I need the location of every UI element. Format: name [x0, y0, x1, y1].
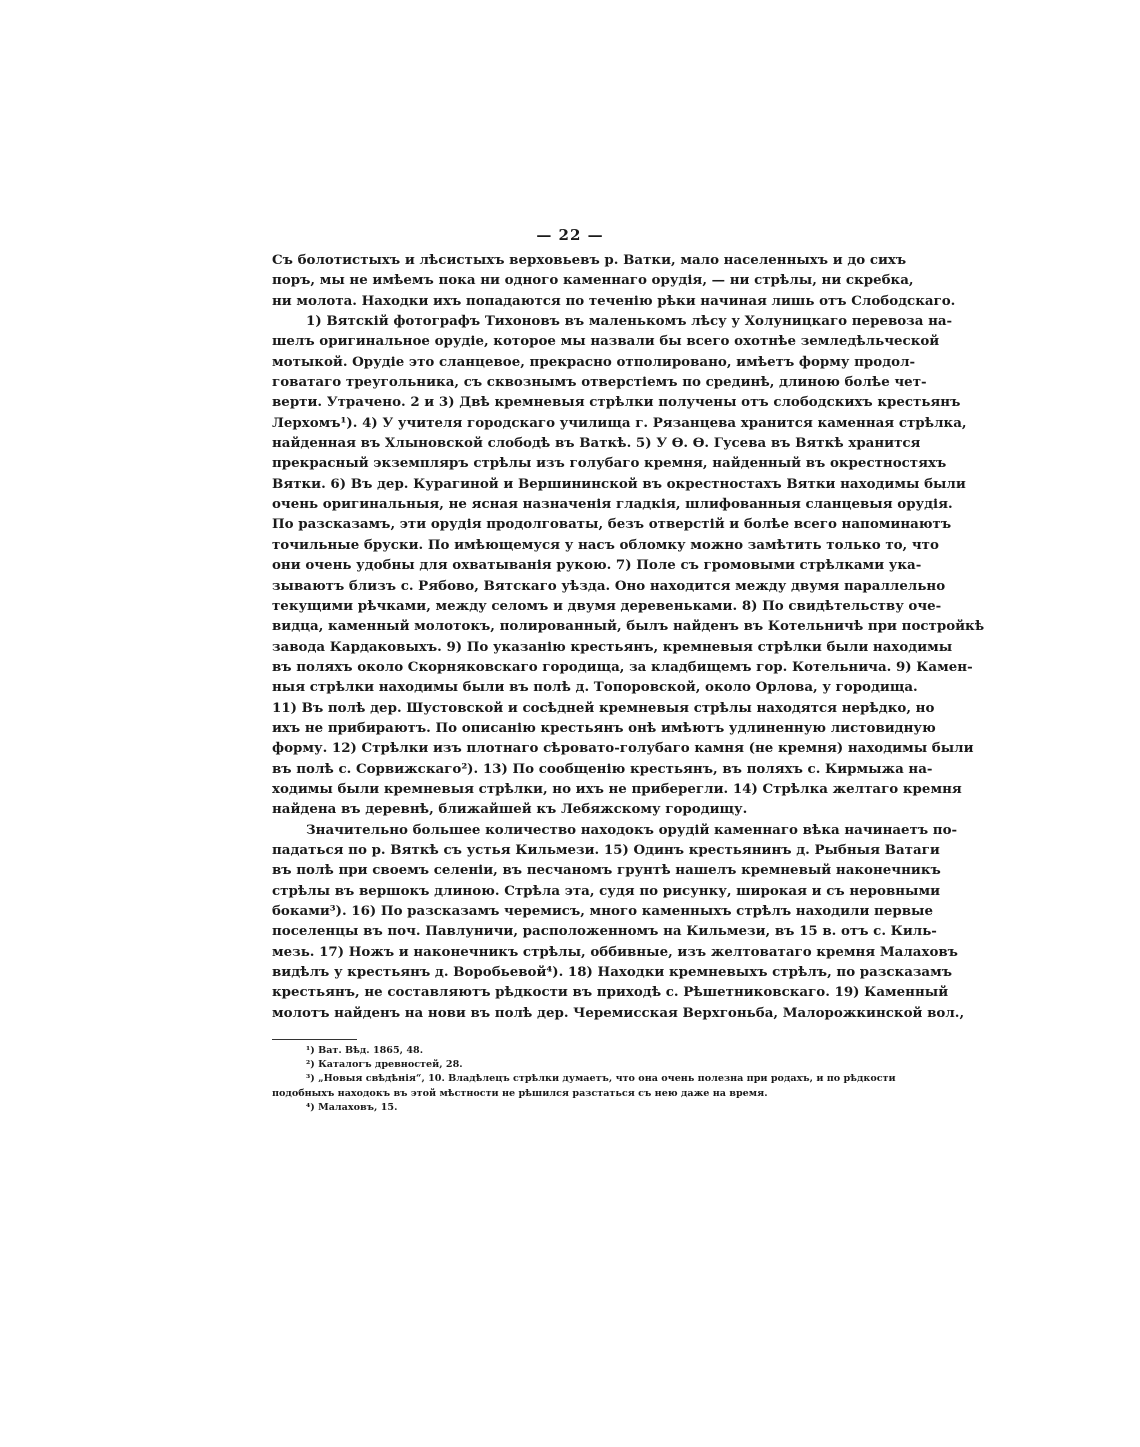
- text-line: въ полѣ с. Сорвижскаго²). 13) По сообщенію крестьянъ, въ поляхъ с. Кирмыжа на-: [272, 760, 933, 777]
- text-line: въ полѣ при своемъ селеніи, въ песчаномъ грунтѣ нашелъ кремневый наконечникъ: [272, 862, 941, 879]
- footnote-line: ³) „Новыя свѣдѣнія“, 10. Владѣлецъ стрѣлки думаетъ, что она очень полезна при родахъ, и по рѣдкости: [306, 1073, 896, 1085]
- text-line: ни молота. Находки ихъ попадаются по теченію рѣки начиная лишь отъ Слободскаго.: [272, 292, 956, 309]
- text-line: Вятки. 6) Въ дер. Курагиной и Вершининской въ окрестностахъ Вятки находимы были: [272, 475, 966, 492]
- text-line: текущими рѣчками, между селомъ и двумя деревеньками. 8) По свидѣтельству оче-: [272, 597, 942, 614]
- text-line: видца, каменный молотокъ, полированный, былъ найденъ въ Котельничѣ при постройкѣ: [272, 618, 985, 635]
- text-line: они очень удобны для охватыванія рукою. 7) Поле съ громовыми стрѣлками ука-: [272, 557, 922, 574]
- page-number: — 22 —: [536, 226, 604, 244]
- text-line: очень оригинальныя, не ясная назначенія гладкія, шлифованныя сланцевыя орудія.: [272, 496, 953, 513]
- text-line: въ поляхъ около Скорняковскаго городища, за кладбищемъ гор. Котельнича. 9) Камен-: [272, 658, 973, 675]
- text-line: мотыкой. Орудіе это сланцевое, прекрасно отполировано, имѣетъ форму продол-: [272, 353, 916, 370]
- text-line: Лерхомъ¹). 4) У учителя городскаго училища г. Рязанцева хранится каменная стрѣлка,: [272, 414, 967, 431]
- text-line: ихъ не прибираютъ. По описанію крестьянъ онѣ имѣютъ удлиненную листовидную: [272, 719, 936, 736]
- text-line: ходимы были кремневыя стрѣлки, но ихъ не приберегли. 14) Стрѣлка желтаго кремня: [272, 780, 962, 797]
- text-line: 11) Въ полѣ дер. Шустовской и сосѣдней кремневыя стрѣлы находятся нерѣдко, но: [272, 699, 935, 716]
- footnote-line: ²) Каталогъ древностей, 28.: [306, 1059, 463, 1071]
- text-line: шелъ оригинальное орудіе, которое мы назвали бы всего охотнѣе земледѣльческой: [272, 333, 940, 350]
- text-line: найдена въ деревнѣ, ближайшей къ Лебяжскому городищу.: [272, 801, 748, 818]
- text-line: верти. Утрачено. 2 и 3) Двѣ кремневыя стрѣлки получены отъ слободскихъ крестьянъ: [272, 394, 961, 411]
- text-line: говатаго треугольника, съ сквознымъ отверстіемъ по срединѣ, длиною болѣе чет-: [272, 374, 927, 391]
- text-line: поселенцы въ поч. Павлуничи, расположенномъ на Кильмези, въ 15 в. отъ с. Киль-: [272, 923, 937, 940]
- text-line: мезь. 17) Ножъ и наконечникъ стрѣлы, оббивные, изъ желтоватаго кремня Малаховъ: [272, 943, 958, 960]
- footnote-rule: [272, 1039, 357, 1040]
- text-line: Съ болотистыхъ и лѣсистыхъ верховьевъ р. Ватки, мало населенныхъ и до сихъ: [272, 252, 907, 268]
- text-line: ныя стрѣлки находимы были въ полѣ д. Топоровской, около Орлова, у городища.: [272, 679, 918, 696]
- text-line: найденная въ Хлыновской слободѣ въ Ваткѣ. 5) У Ѳ. Ѳ. Гусева въ Вяткѣ хранится: [272, 435, 921, 452]
- footnote-line: ¹) Ват. Вѣд. 1865, 48.: [306, 1045, 424, 1056]
- text-line: точильные бруски. По имѣющемуся у насъ обломку можно замѣтить только то, что: [272, 536, 939, 553]
- footnote-line: подобныхъ находокъ въ этой мѣстности не рѣшился разстаться съ нею даже на время.: [272, 1087, 768, 1099]
- text-line: крестьянъ, не составляютъ рѣдкости въ приходѣ с. Рѣшетниковскаго. 19) Каменный: [272, 984, 949, 1001]
- text-line: боками³). 16) По разсказамъ черемисъ, много каменныхъ стрѣлъ находили первые: [272, 903, 933, 919]
- text-line: видѣлъ у крестьянъ д. Воробьевой⁴). 18) Находки кремневыхъ стрѣлъ, по разсказамъ: [272, 964, 953, 981]
- text-line: молотъ найденъ на нови въ полѣ дер. Черемисская Верхгоньба, Малорожкинской вол.,: [272, 1004, 965, 1021]
- body-text: [272, 250, 985, 1023]
- text-line: Значительно большее количество находокъ орудій каменнаго вѣка начинаетъ по-: [306, 821, 958, 838]
- text-line: стрѣлы въ вершокъ длиною. Стрѣла эта, судя по рисунку, широкая и съ неровными: [272, 882, 941, 899]
- text-line: поръ, мы не имѣемъ пока ни одного каменнаго орудія, — ни стрѣлы, ни скребка,: [272, 272, 914, 289]
- text-line: 1) Вятскій фотографъ Тихоновъ въ маленькомъ лѣсу у Холуницкаго перевоза на-: [306, 313, 953, 330]
- footnotes: [272, 1044, 896, 1115]
- text-line: форму. 12) Стрѣлки изъ плотнаго сѣровато-голубаго камня (не кремня) находимы были: [272, 740, 974, 757]
- text-line: зываютъ близъ с. Рябово, Вятскаго уѣзда. Оно находится между двумя параллельно: [272, 577, 946, 594]
- text-line: По разсказамъ, эти орудія продолговаты, безъ отверстій и болѣе всего напоминаютъ: [272, 516, 952, 533]
- text-line: падаться по р. Вяткѣ съ устья Кильмези. 15) Одинъ крестьянинъ д. Рыбныя Ватаги: [272, 841, 940, 858]
- footnote-line: ⁴) Малаховъ, 15.: [306, 1101, 398, 1113]
- text-line: завода Кардаковыхъ. 9) По указанію крестьянъ, кремневыя стрѣлки были находимы: [272, 638, 953, 655]
- text-line: прекрасный экземпляръ стрѣлы изъ голубаго кремня, найденный въ окрестностяхъ: [272, 455, 947, 472]
